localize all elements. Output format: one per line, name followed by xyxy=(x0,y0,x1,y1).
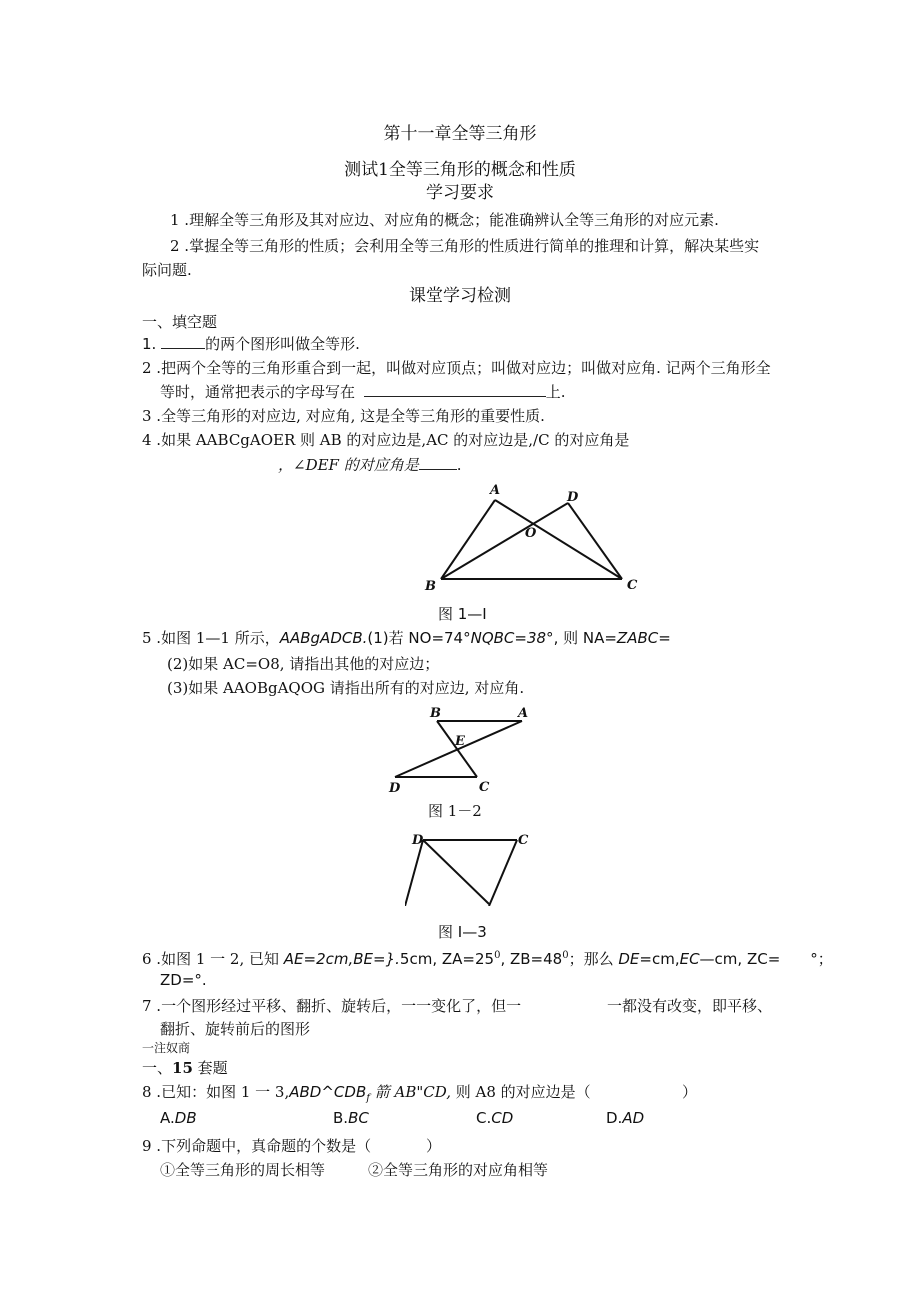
q8-option-b xyxy=(333,1108,369,1128)
q5-text-d: NQBC=38° xyxy=(470,629,554,647)
fig2-label-b: B xyxy=(430,706,441,721)
figure-1-1 xyxy=(415,478,655,598)
fig1-label-c: C xyxy=(627,578,638,593)
requirement-2-continued: 际问题. xyxy=(142,261,192,279)
fig1-label-o: O xyxy=(525,526,537,541)
section-choice xyxy=(142,1058,228,1078)
figure-1-3-caption: 图 I—3 xyxy=(438,923,487,941)
fig1-label-a: A xyxy=(490,483,501,498)
question-9-line1b: ） xyxy=(426,1137,442,1155)
requirement-1: 1 .理解全等三角形及其对应边、对应角的概念；能准确辨认全等三角形的对应元素. xyxy=(170,211,719,229)
q6-text-g: ；那么 xyxy=(568,950,619,968)
q6-sup-1: 0 xyxy=(494,950,501,961)
q6-text-a: 6 .如图 1 一 2, 已知 xyxy=(142,950,284,968)
q8-sub: f xyxy=(366,1093,370,1104)
question-2-line2 xyxy=(160,382,566,402)
q5-text-a: 5 .如图 1—1 所示， xyxy=(142,629,280,647)
q6-text-k: —cm, ZC= °； xyxy=(699,950,833,968)
question-7-line1b: 一都没有改变，即平移、 xyxy=(607,997,773,1015)
question-5-line2: (2)如果 AC=O8, 请指出其他的对应边； xyxy=(167,655,440,673)
q8-text-e: 则 A8 的对应边是（ xyxy=(450,1083,591,1101)
q6-text-j: EC xyxy=(679,950,700,968)
q2-line2-end: 上. xyxy=(545,383,566,401)
fig3-label-c: C xyxy=(518,833,529,848)
q2-blank xyxy=(364,382,546,397)
q6-sup-2: 0 xyxy=(562,950,569,961)
question-4-line1: 4 .如果 AABCgAOER 则 AB 的对应边是,AC 的对应边是,/C 的对应角是 xyxy=(142,431,630,449)
check-heading: 课堂学习检测 xyxy=(409,286,511,306)
requirements-heading: 学习要求 xyxy=(426,183,494,203)
q6-text-e: , ZB=48 xyxy=(500,950,563,968)
q2-line2-text: 等时，通常把表示的字母写在 xyxy=(160,383,356,401)
q8-option-b-letter: B. xyxy=(333,1109,349,1127)
question-7-line2: 翻折、旋转前后的图形 xyxy=(160,1020,311,1038)
figure-1-1-caption: 图 1—I xyxy=(438,605,487,623)
q1-text: 的两个图形叫做全等形. xyxy=(205,335,360,353)
q9-statement-2: ②全等三角形的对应角相等 xyxy=(368,1161,549,1179)
q5-text-e: , 则 NA= xyxy=(553,629,617,647)
section2-suffix: 套题 xyxy=(192,1059,228,1077)
question-1 xyxy=(142,334,360,354)
q9-statement-1: ①全等三角形的周长相等 xyxy=(160,1161,326,1179)
q8-option-d xyxy=(606,1108,644,1128)
figure-1-2-caption: 图 1－2 xyxy=(428,802,482,820)
section2-number: 15 xyxy=(172,1059,193,1077)
q4-blank xyxy=(419,455,457,470)
requirement-2: 2 .掌握全等三角形的性质；会利用全等三角形的性质进行简单的推理和计算，解决某些实 xyxy=(170,237,760,255)
q8-option-a-value: DB xyxy=(174,1109,197,1127)
section-fill-blank: 一、填空题 xyxy=(142,313,218,331)
q8-option-c-value: CD xyxy=(491,1109,514,1127)
q1-blank xyxy=(161,334,205,349)
q6-text-h: DE xyxy=(618,950,640,968)
q6-text-c: 5cm, ZA=25 xyxy=(399,950,495,968)
scan-noise-line: 一注奴商 xyxy=(142,1041,191,1055)
fig2-label-d: D xyxy=(389,781,401,795)
q1-number: 1. xyxy=(142,335,157,353)
q5-text-f: ZABC= xyxy=(616,629,671,647)
question-6-line2: ZD=°. xyxy=(160,971,207,989)
fig2-label-e: E xyxy=(455,734,465,749)
q8-option-a xyxy=(160,1108,197,1128)
q8-option-b-value: BC xyxy=(348,1109,369,1127)
q5-congruence: AABgADCB. xyxy=(279,629,368,647)
fig2-label-a: A xyxy=(518,706,529,721)
question-9-line1a: 9 .下列命题中，真命题的个数是（ xyxy=(142,1137,372,1155)
question-5-line1 xyxy=(142,628,671,648)
q5-text-c: (1)若 NO=74° xyxy=(367,629,471,647)
section2-prefix: 一、 xyxy=(142,1059,173,1077)
q8-close-paren: ） xyxy=(682,1083,698,1101)
question-6-line1 xyxy=(142,946,833,969)
test-title: 测试1全等三角形的概念和性质 xyxy=(344,160,576,180)
q8-option-c xyxy=(476,1108,513,1128)
q8-text-d: 箭 AB"CD, xyxy=(369,1083,451,1101)
q4-line2-text: ，∠DEF 的对应角是 xyxy=(278,456,419,474)
figure-1-3 xyxy=(405,828,535,906)
chapter-title: 第十一章全等三角形 xyxy=(383,124,537,144)
fig2-label-c: C xyxy=(479,780,490,795)
q8-text-b: ABD^CDB xyxy=(289,1083,367,1101)
q8-option-d-value: AD xyxy=(622,1109,645,1127)
fig1-label-d: D xyxy=(567,490,579,505)
q8-option-c-letter: C. xyxy=(476,1109,492,1127)
q6-text-i: =cm, xyxy=(639,950,680,968)
question-5-line3: (3)如果 AAOBgAQOG 请指出所有的对应边, 对应角. xyxy=(167,679,525,697)
figure-1-2 xyxy=(385,703,535,795)
question-4-line2: ，∠DEF 的对应角是 . xyxy=(278,456,462,474)
q8-option-d-letter: D. xyxy=(606,1109,623,1127)
question-7-line1a: 7 .一个图形经过平移、翻折、旋转后，一一变化了，但一 xyxy=(142,997,522,1015)
q8-text-a: 8 .已知：如图 1 一 3, xyxy=(142,1083,290,1101)
question-8 xyxy=(142,1082,591,1109)
q6-text-b: AE=2cm,BE=}. xyxy=(283,950,400,968)
fig1-label-b: B xyxy=(425,579,436,594)
question-2-line1: 2 .把两个全等的三角形重合到一起，叫做对应顶点；叫做对应边；叫做对应角. 记两个三角形全 xyxy=(142,359,771,377)
fig3-label-d: D xyxy=(412,833,424,848)
question-3: 3 .全等三角形的对应边, 对应角, 这是全等三角形的重要性质. xyxy=(142,407,545,425)
q8-option-a-letter: A. xyxy=(160,1109,175,1127)
